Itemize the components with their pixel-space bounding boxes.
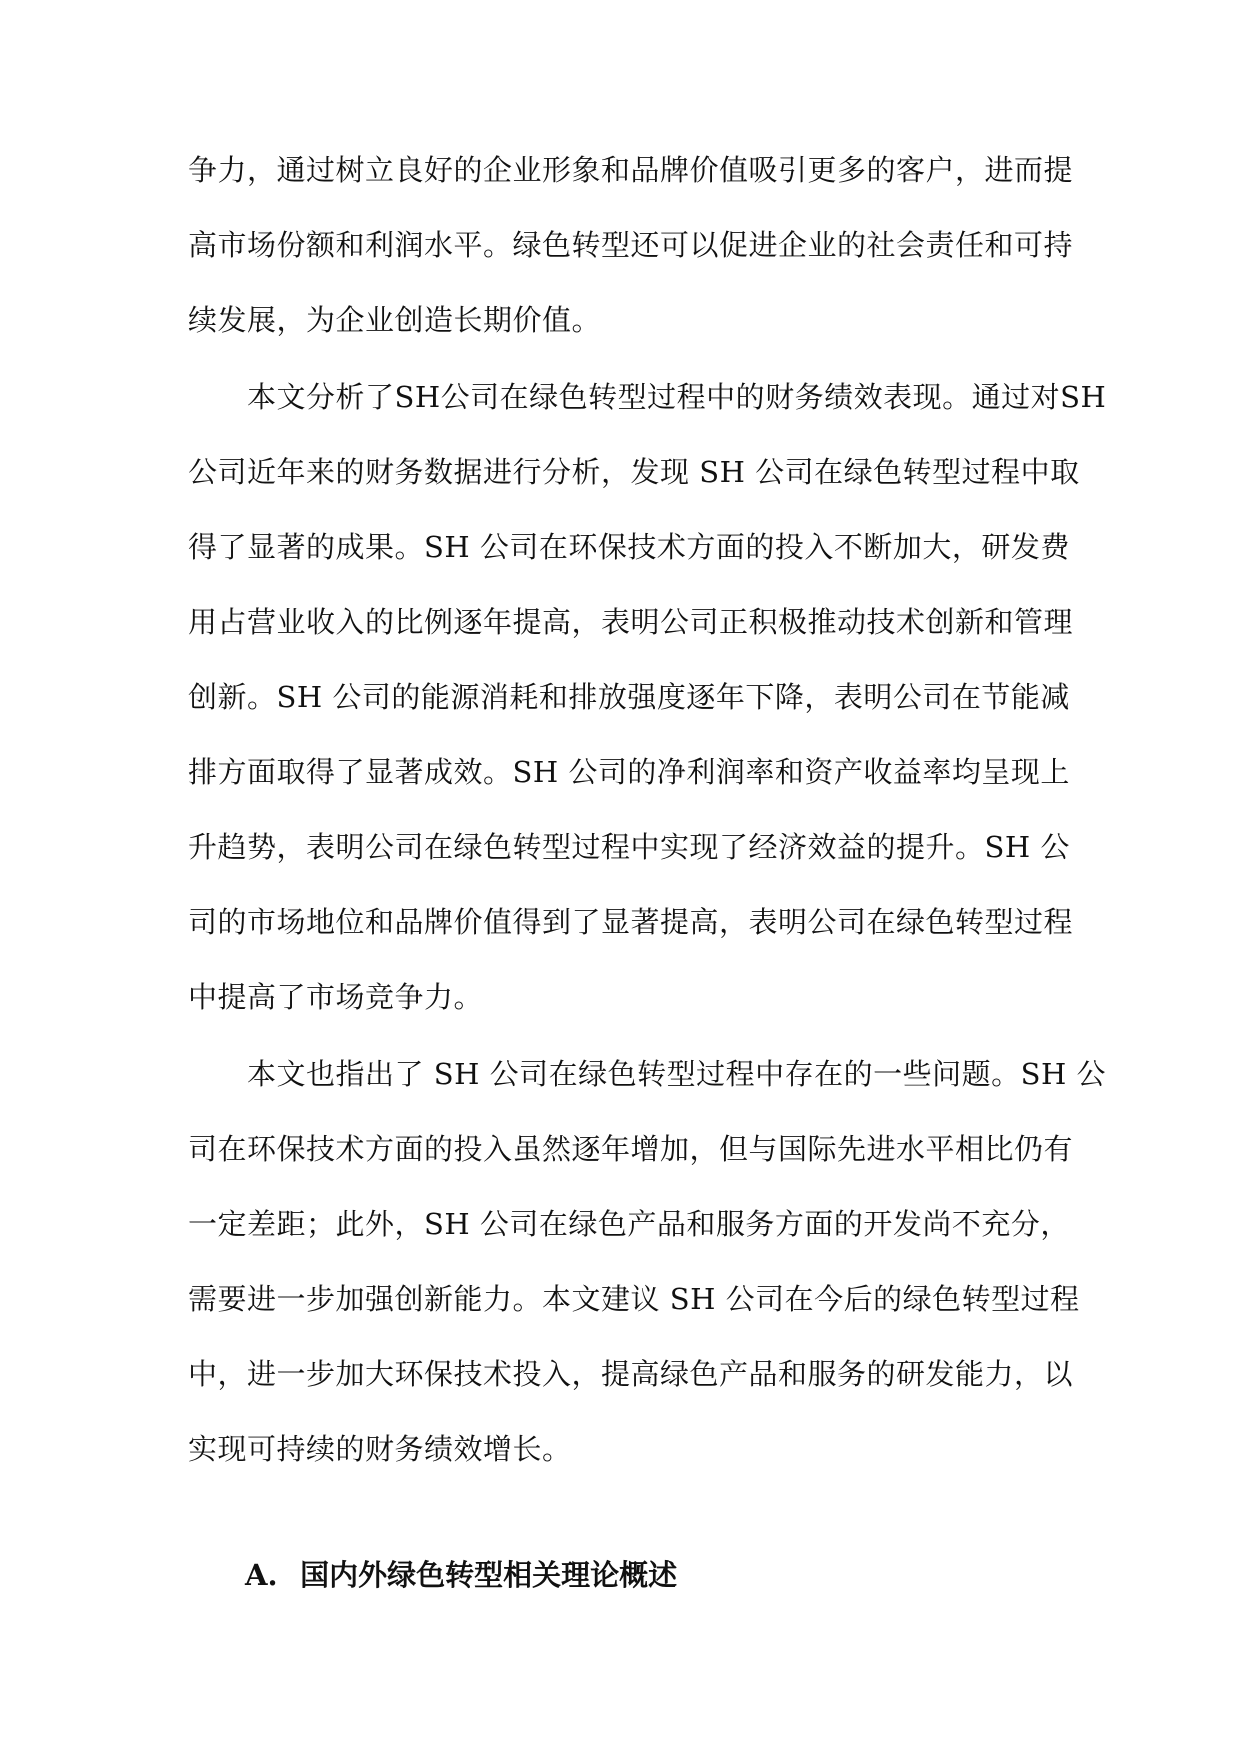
text-line: 中提高了市场竞争力。 xyxy=(188,980,484,1014)
text-line: 司的市场地位和品牌价值得到了显著提高，表明公司在绿色转型过程 xyxy=(188,905,1074,939)
section-label: A. xyxy=(245,1558,278,1592)
text-line: 一定差距；此外，SH 公司在绿色产品和服务方面的开发尚不充分， xyxy=(188,1207,1070,1241)
text-line: 本文分析了SH公司在绿色转型过程中的财务绩效表现。通过对SH xyxy=(188,380,1107,414)
text-line: 实现可持续的财务绩效增长。 xyxy=(188,1432,572,1466)
text-line: 高市场份额和利润水平。绿色转型还可以促进企业的社会责任和可持 xyxy=(188,228,1074,262)
text-line: 升趋势，表明公司在绿色转型过程中实现了经济效益的提升。SH 公 xyxy=(188,830,1070,864)
text-line: 本文也指出了 SH 公司在绿色转型过程中存在的一些问题。SH 公 xyxy=(188,1057,1106,1091)
text-line: 排方面取得了显著成效。SH 公司的净利润率和资产收益率均呈现上 xyxy=(188,755,1070,789)
text-line: 得了显著的成果。SH 公司在环保技术方面的投入不断加大，研发费 xyxy=(188,530,1070,564)
text-line: 需要进一步加强创新能力。本文建议 SH 公司在今后的绿色转型过程 xyxy=(188,1282,1080,1316)
text-line: 司在环保技术方面的投入虽然逐年增加，但与国际先进水平相比仍有 xyxy=(188,1132,1074,1166)
text-line: 争力，通过树立良好的企业形象和品牌价值吸引更多的客户，进而提 xyxy=(188,153,1074,187)
text-line: 创新。SH 公司的能源消耗和排放强度逐年下降，表明公司在节能减 xyxy=(188,680,1070,714)
section-heading xyxy=(245,1555,677,1595)
text-line: 用占营业收入的比例逐年提高，表明公司正积极推动技术创新和管理 xyxy=(188,605,1074,639)
text-line: 续发展，为企业创造长期价值。 xyxy=(188,303,602,337)
text-line: 中，进一步加大环保技术投入，提高绿色产品和服务的研发能力，以 xyxy=(188,1357,1074,1391)
section-title: 国内外绿色转型相关理论概述 xyxy=(300,1558,678,1592)
text-line: 公司近年来的财务数据进行分析，发现 SH 公司在绿色转型过程中取 xyxy=(188,455,1080,489)
